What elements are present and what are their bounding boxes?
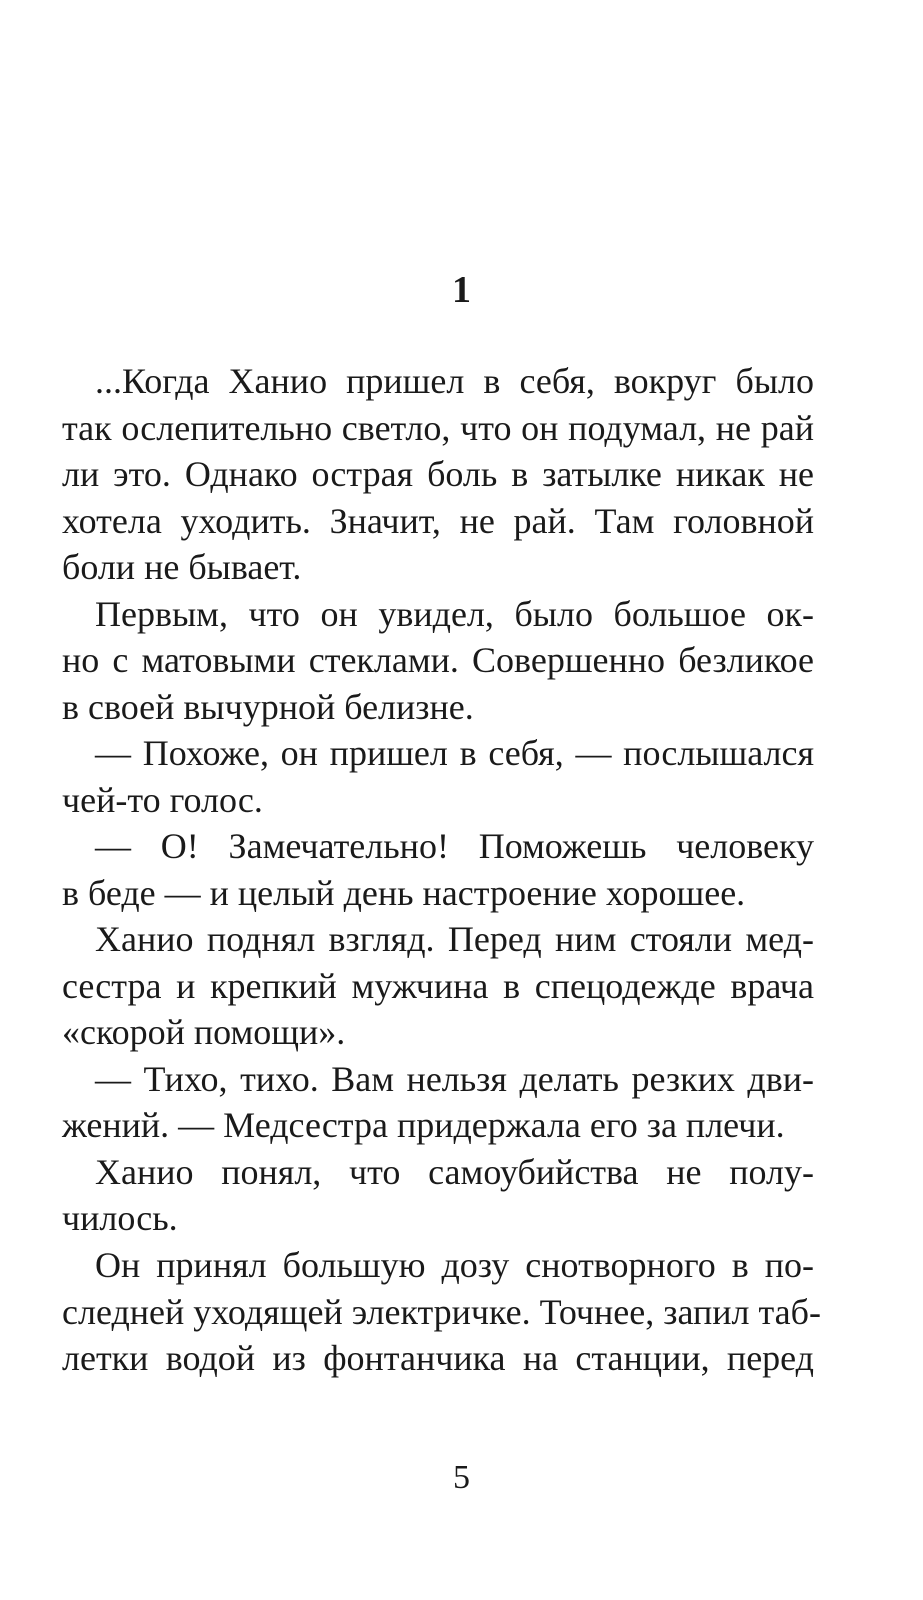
text-line: но с матовыми стеклами. Совершенно безликое (62, 640, 814, 680)
text-section-continued (62, 1242, 821, 1382)
text-line: Первым, что он увидел, было большое ок- (95, 593, 814, 634)
text-line: в своей вычурной белизне. (62, 686, 474, 727)
text-line: — О! Замечательно! Поможешь человеку (95, 826, 814, 866)
text-line: жений. — Медсестра придержала его за плечи. (62, 1105, 785, 1145)
text-line: в беде — и целый день настроение хорошее. (62, 872, 746, 913)
text-line: «скорой помощи». (62, 1012, 346, 1052)
text-line: чилось. (62, 1198, 178, 1238)
text-line: боли не бывает. (62, 547, 302, 587)
text-line: хотела уходить. Значит, не рай. Там головной (62, 500, 814, 541)
text-line: Ханио понял, что самоубийства не полу- (95, 1151, 814, 1192)
text-line: ли это. Однако острая боль в затылке никак не (62, 454, 814, 494)
text-line: — Похоже, он пришел в себя, — послышался (95, 733, 814, 773)
text-line: следней уходящей электричке. Точнее, запил таб- (62, 1291, 821, 1332)
text-line: — Тихо, тихо. Вам нельзя делать резких дви- (95, 1058, 814, 1099)
chapter-number: 1 (452, 269, 471, 311)
text-line: чей-то голос. (62, 779, 263, 820)
text-line: Ханио поднял взгляд. Перед ним стояли мед- (95, 919, 814, 959)
text-line: сестра и крепкий мужчина в спецодежде врача (62, 965, 814, 1006)
text-line: ...Когда Ханио пришел в себя, вокруг было (95, 361, 814, 401)
text-line: так ослепительно светло, что он подумал, не рай (62, 407, 814, 448)
text-line: летки водой из фонтанчика на станции, перед (62, 1338, 814, 1378)
text-line: Он принял большую дозу снотворного в по- (95, 1245, 814, 1285)
text-section-main (62, 358, 814, 1242)
page-number: 5 (453, 1459, 470, 1496)
